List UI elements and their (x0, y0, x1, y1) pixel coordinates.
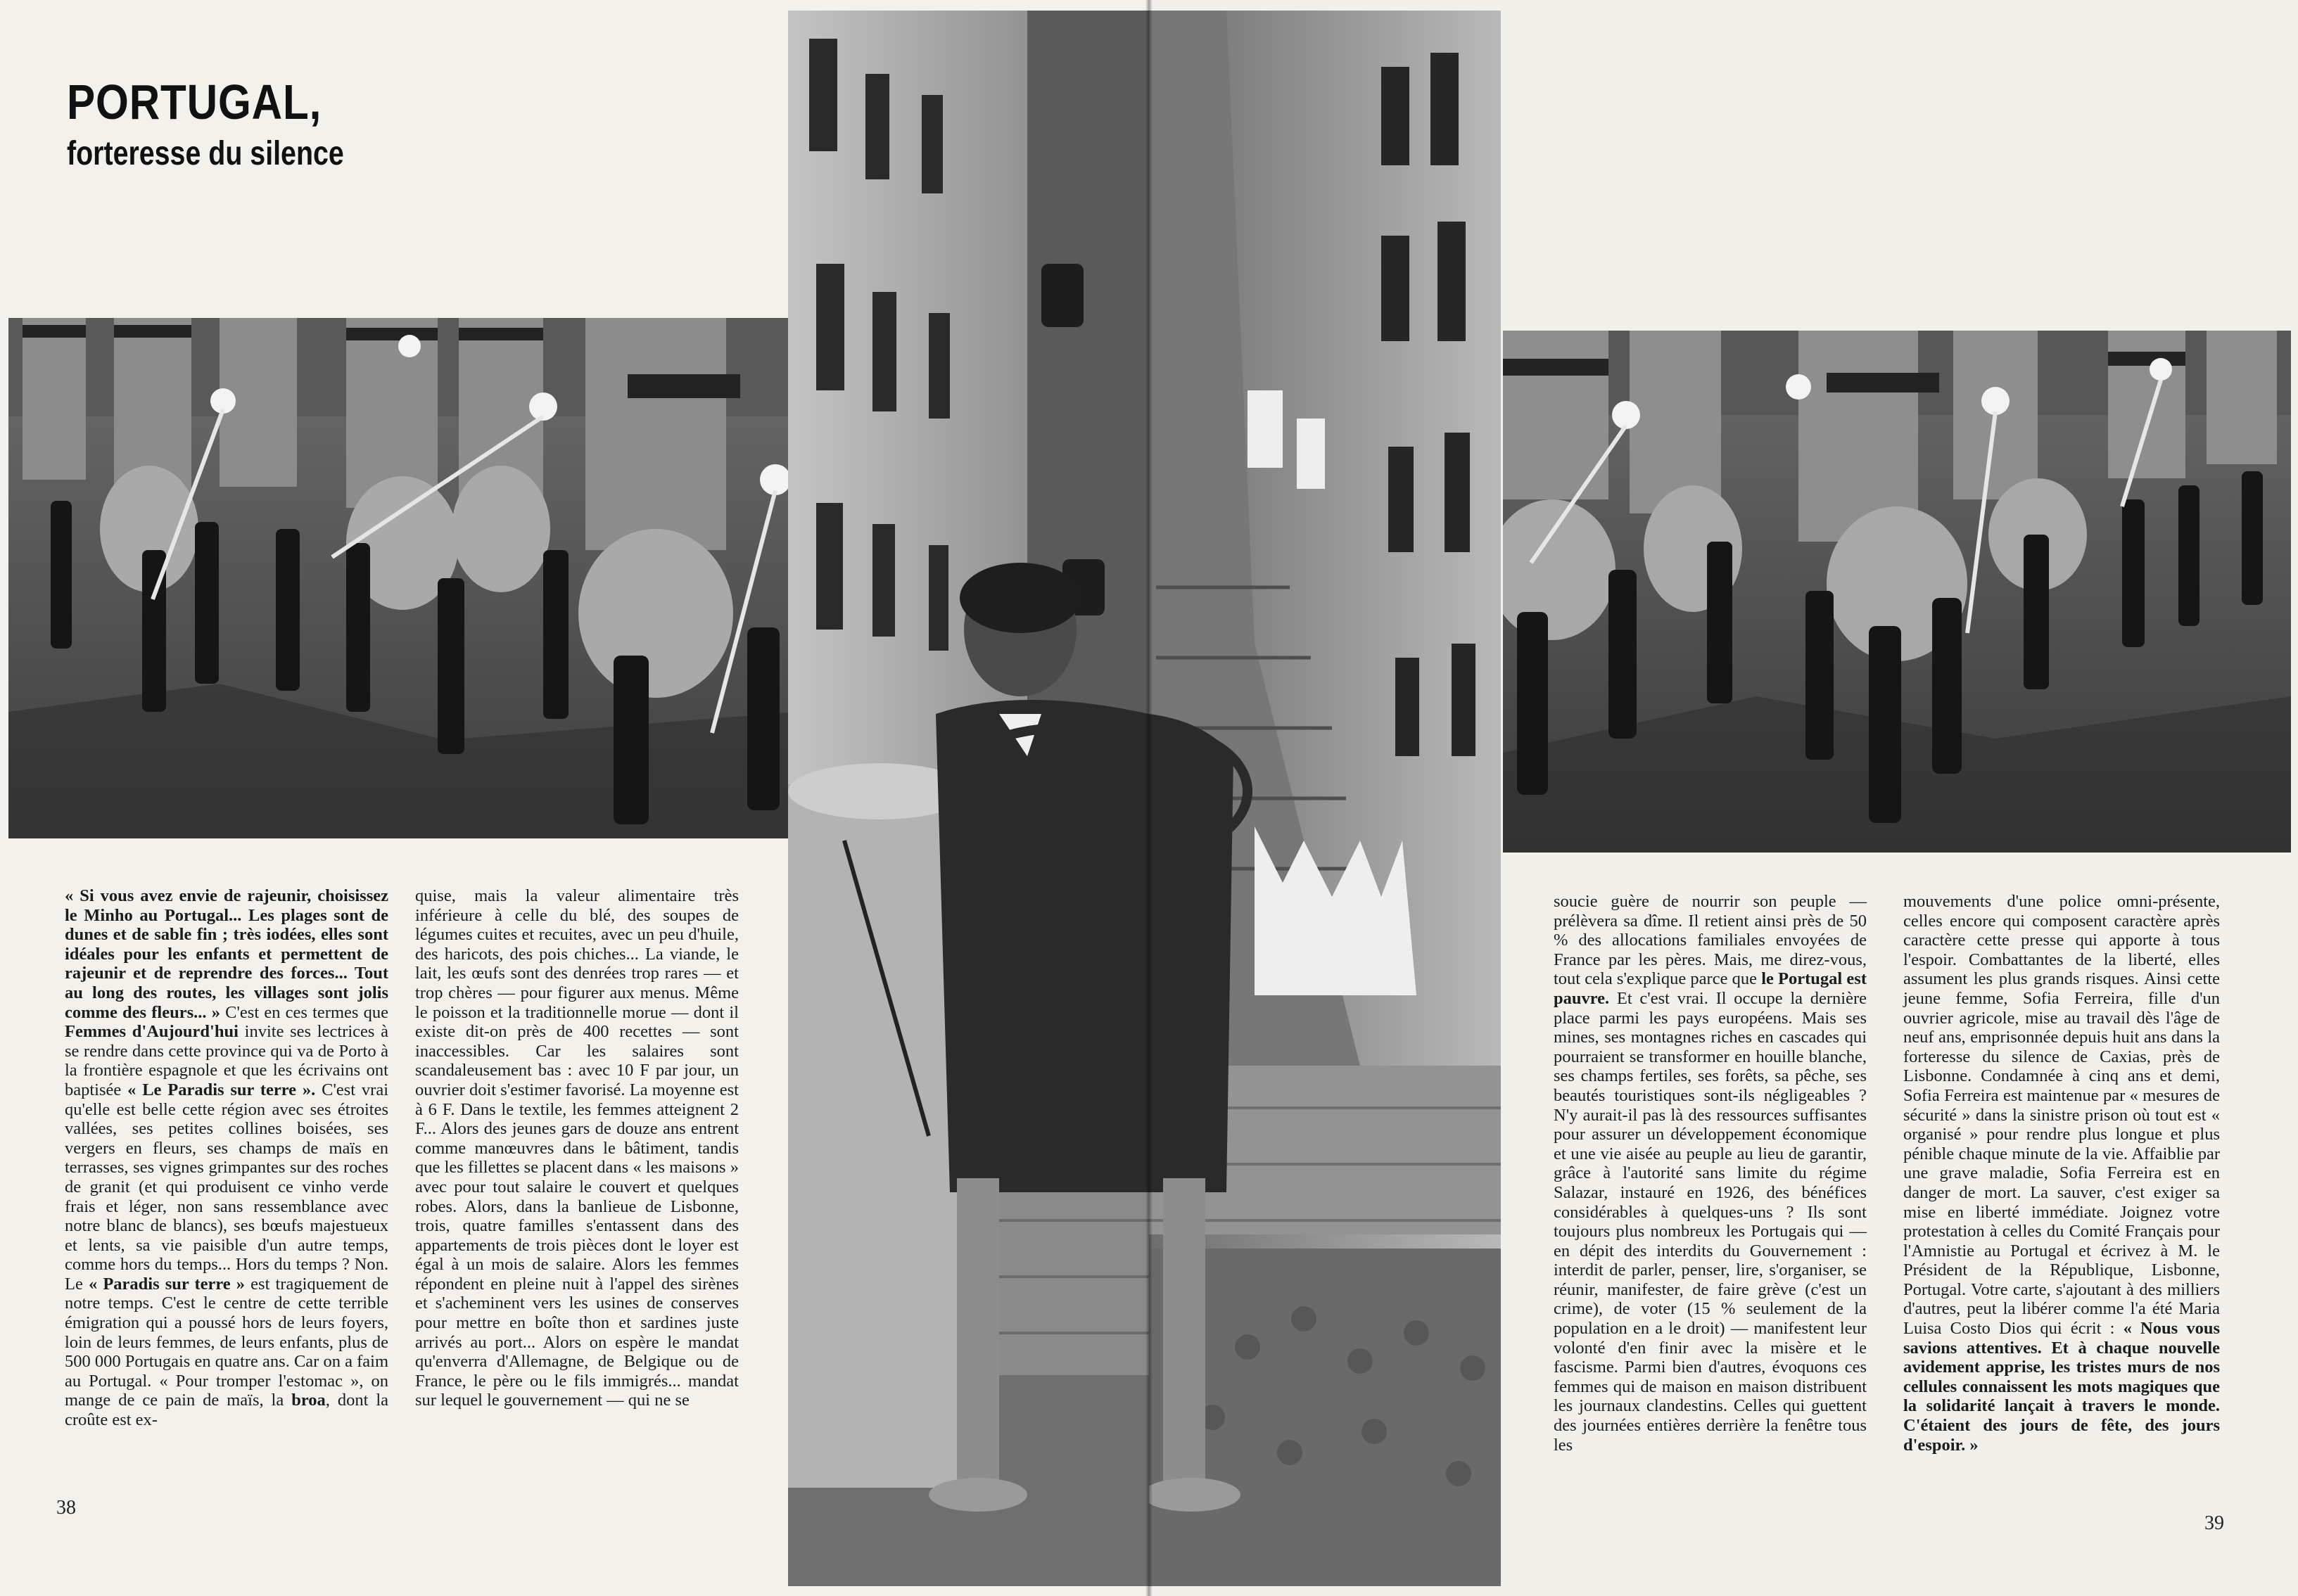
photo-marching-officers-right (1503, 331, 2291, 853)
col3-run-2: Et c'est vrai. Il occupe la dernière place parmi les pays européens. Mais ses mines, ses montagnes riches en cascades qui pourraient se transformer en houille blanche, ses champs fertiles, ses forêts, sa pêche, ses beautés touristiques sont-ils négligeables ? N'y aurait-il pas là des ressources suffisantes pour assurer un développement économique et une vie aisée au peuple au lieu de garantir, grâce à l'autorité sans limite du régime Salazar, instauré en 1926, des bénéfices considérables à quelques-uns ? Ils sont toujours plus nombreux les Portugais qui — en dépit des interdits du Gouvernement : interdit de parler, penser, lire, s'organiser, se réunir, manifester, de faire grève (c'est un crime), de voter (15 % seulement de la population en a le droit) — manifestent leur volonté d'en finir avec la misère et le fascisme. Parmi bien d'autres, évoquons ces femmes qui de maison en maison distribuent les journaux clandestins. Celles qui guettent des journées entières derrière la fenêtre tous les (1554, 988, 1867, 1455)
page-number-left: 38 (56, 1497, 76, 1519)
col1-run-3: invite ses lectrices à se rendre dans cette province qui va de Porto à la frontière espagnole et que les écrivains ont baptisée (65, 1022, 388, 1099)
article-subtitle: forteresse du silence (67, 135, 344, 172)
photo-marching-officers-left (8, 318, 796, 838)
col1-run-8: broa (291, 1391, 326, 1410)
col1-run-7: est tragiquement de notre temps. C'est le centre de cette terrible émigration qui a poussé hors de leurs foyers, loin de leurs femmes, de leurs enfants, plus de 500 000 Portugais en quatre ans. Car on a faim au Portugal. « Pour tromper l'estomac », on mange de ce pain de maïs, la (65, 1274, 388, 1410)
col1-run-1: C'est en ces termes que (220, 1002, 388, 1022)
col2-run-0: quise, mais la valeur alimentaire très inférieure à celle du blé, des soupes de légumes cuites et recuites, avec un peu d'huile, des haricots, des pois chiches... La viande, le lait, les œufs sont des denrées trop rares — et trop chères — pour figurer aux menus. Même le poisson et la traditionnelle morue — dont il existe dit-on près de 400 recettes — sont inaccessibles. Car les salaires sont scandaleusement bas : avec 10 F par jour, un ouvrier doit s'estimer favorisé. La moyenne est à 6 F. Dans le textile, les femmes atteignent 2 F... Alors des jeunes gars de douze ans entrent comme manœuvres dans le bâtiment, tandis que les fillettes se placent dans « les maisons » avec pour tout salaire le couvert et quelques robes. Alors, dans la banlieue de Lisbonne, trois, quatre familles s'entassent dans des appartements de trois pièces dont le loyer est égal à un mois de salaire. Alors les femmes répondent en pleine nuit à l'appel des sirènes et s'acheminent vers les usines de conserves pour mettre en boîte thon et sardines juste arrivés au port... Alors on espère le mandat qu'enverra d'Allemagne, de Belgique ou de France, le père ou le fils immigrés... mandat sur lequel le gouvernement — qui ne se (415, 886, 739, 1410)
col1-run-5: C'est vrai qu'elle est belle cette région avec ses étroites vallées, ses petites collines boisées, ses vergers en fleurs, ses champs de maïs en terrasses, ses vignes grimpantes sur des roches de granit (et qui produisent ce vinho verde frais et léger, non sans ressemblance avec notre blanc de blancs), ses bœufs majestueux et lents, sa vie paisible d'un autre temps, comme hors du temps... Hors du temps ? Non. Le (65, 1080, 389, 1294)
col1-run-2: Femmes d'Aujourd'hui (65, 1022, 239, 1042)
col1-run-6: « Paradis sur terre » (88, 1274, 246, 1294)
article-headline (67, 74, 405, 173)
marching-officers-right-image (1503, 331, 2291, 853)
boy-street-left-half-image (788, 11, 1149, 1586)
col3-run-1: le Portugal est pauvre. (1554, 969, 1867, 1008)
col1-run-0: « Si vous avez envie de rajeunir, choisissez le Minho au Portugal... Les plages sont de dunes et de sable fin ; très iodées, elles sont idéales pour les enfants et permettent de rajeunir et de reprendre des forces... Tout au long des routes, les villages sont jolis comme des fleurs... » (65, 886, 388, 1022)
boy-street-right-half-image (1149, 11, 1501, 1586)
article-title: PORTUGAL, (67, 75, 322, 129)
photo-boy-lisbon-street-right-half (1149, 11, 1501, 1586)
text-column-2 (415, 886, 739, 1410)
page-number-right: 39 (2204, 1512, 2224, 1534)
col4-run-1: « Nous vous savions attentives. Et à chaque nouvelle avidement apprise, les tristes murs de nos cellules connaissent les mots magiques que la solidarité lançait à travers le monde. C'étaient des jours de fête, des jours d'espoir. » (1903, 1319, 2220, 1455)
paragraph-col2 (415, 886, 739, 1410)
paragraph-col1 (65, 886, 388, 1430)
col1-run-4: « Le Paradis sur terre ». (127, 1080, 316, 1099)
paragraph-col4 (1903, 892, 2220, 1455)
spread-gutter (1145, 0, 1153, 1596)
text-column-1 (65, 886, 388, 1430)
col1-run-9: , dont la croûte est ex- (65, 1391, 389, 1430)
marching-officers-left-image (8, 318, 796, 838)
right-page (1149, 0, 2298, 1596)
photo-boy-lisbon-street (788, 11, 1149, 1586)
col3-run-0: soucie guère de nourrir son peuple — prélèvera sa dîme. Il retient ainsi près de 50 % des allocations familiales envoyées de France par les pères. Mais, me direz-vous, tout cela s'explique parce que (1554, 892, 1867, 989)
paragraph-col3 (1554, 892, 1867, 1455)
col4-run-0: mouvements d'une police omni-présente, celles encore qui composent caractère après caractère cette presse qui apporte à tous l'espoir. Combattantes de la liberté, elles assument les plus grands risques. Ainsi cette jeune femme, Sofia Ferreira, fille d'un ouvrier agricole, mise au travail dès l'âge de neuf ans, emprisonnée depuis huit ans dans la forteresse du silence de Caxias, près de Lisbonne. Condamnée à cinq ans et demi, Sofia Ferreira est maintenue par « mesures de sécurité » dans la sinistre prison où tout est « organisé » pour rendre plus longue et plus pénible chaque minute de la vie. Affaiblie par une grave maladie, Sofia Ferreira est en danger de mort. La sauver, c'est exiger sa mise en liberté immédiate. Joignez votre protestation à celles du Comité Français pour l'Amnistie au Portugal et écrivez à M. le Président de la République, Lisbonne, Portugal. Votre carte, s'ajoutant à des milliers d'autres, peut la libérer comme l'a été Maria Luisa Costo Dios qui écrit : (1903, 892, 2220, 1339)
text-column-4 (1903, 892, 2220, 1455)
text-column-3 (1554, 892, 1867, 1455)
